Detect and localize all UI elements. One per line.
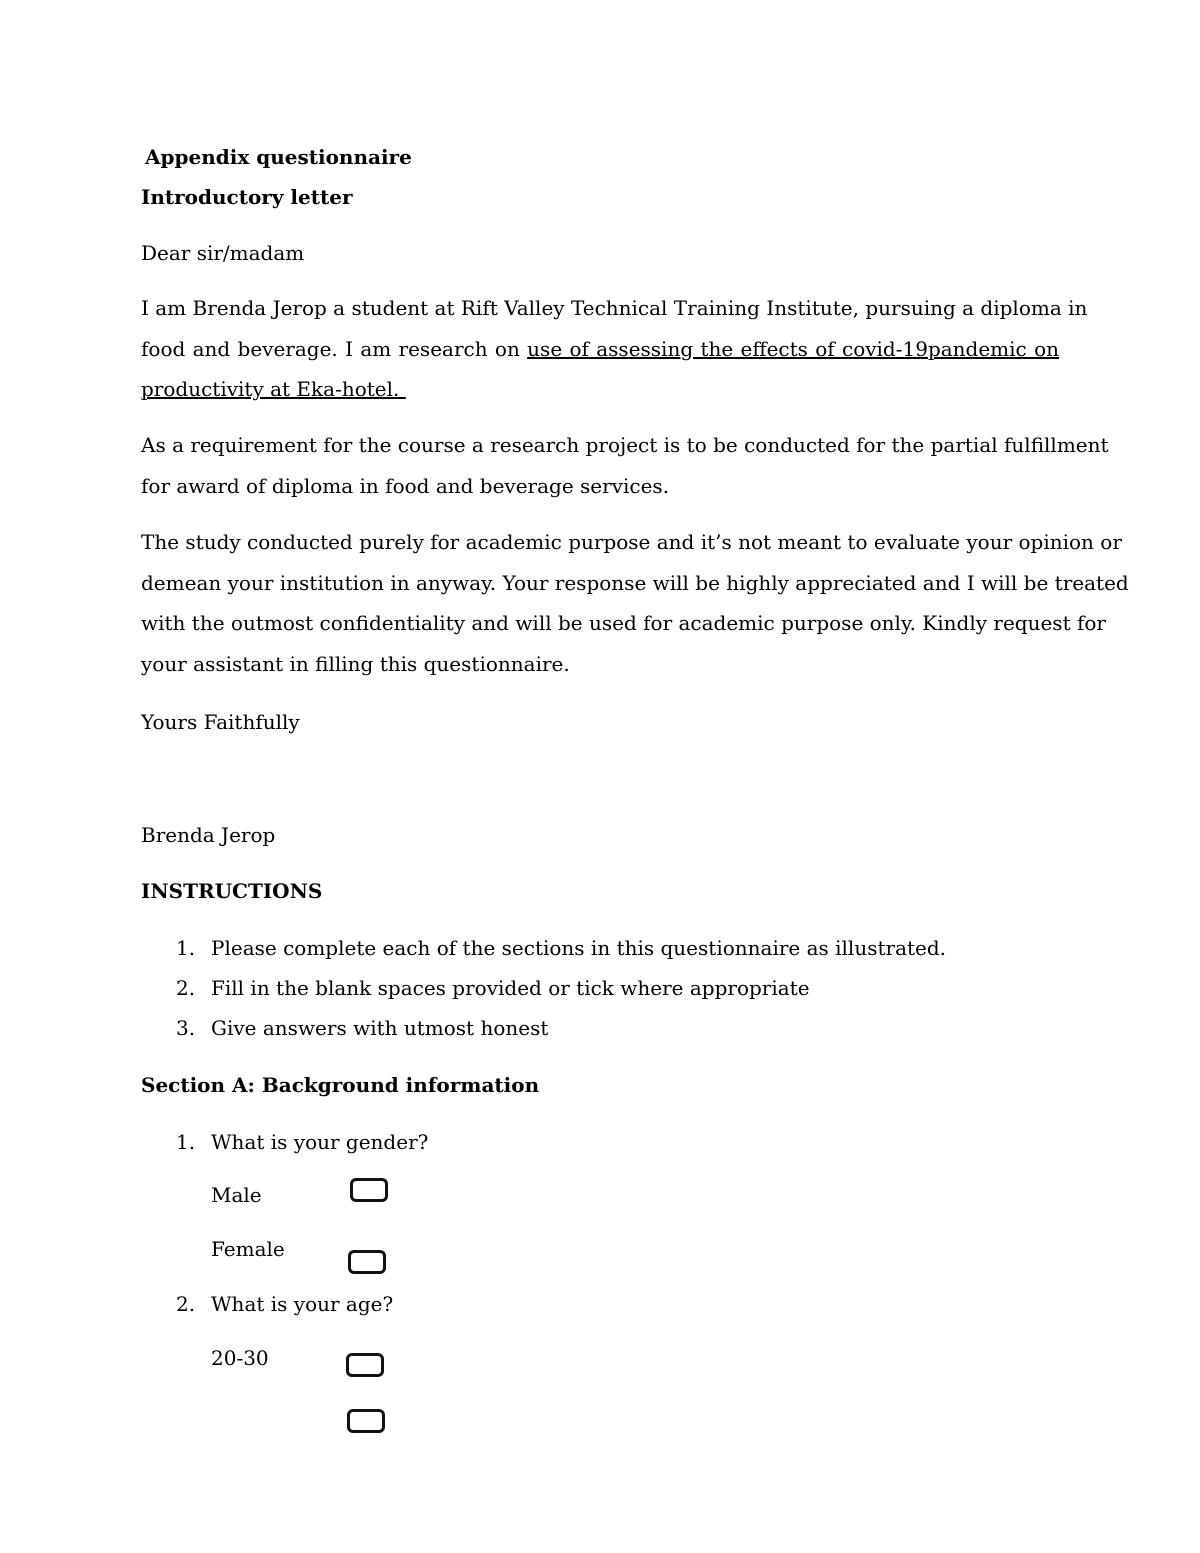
paragraph-study-line-2: demean your institution in anyway. Your response will be highly appreciated and I will be treated — [141, 570, 1129, 595]
question-age: What is your age? — [211, 1292, 394, 1316]
instruction-number: 1. — [176, 936, 196, 960]
instructions-heading: INSTRUCTIONS — [141, 879, 323, 903]
signature-name: Brenda Jerop — [141, 823, 276, 847]
option-label-age-20-30: 20-30 — [211, 1346, 269, 1370]
paragraph-intro-line-1: I am Brenda Jerop a student at Rift Valley Technical Training Institute, pursuing a diploma in — [141, 296, 1088, 320]
appendix-heading: Appendix questionnaire — [145, 145, 412, 169]
research-topic-part-1: use of assessing the effects of covid-19pandemic on — [527, 336, 1059, 361]
paragraph-requirement — [141, 425, 1109, 506]
question-gender: What is your gender? — [211, 1130, 429, 1154]
paragraph-study-line-3: with the outmost confidentiality and will be used for academic purpose only. Kindly request for — [141, 611, 1106, 636]
paragraph-intro-line-3 — [141, 369, 1059, 410]
checkbox-male[interactable] — [350, 1178, 388, 1202]
paragraph-study-line-4: your assistant in filling this questionnaire. — [141, 652, 570, 677]
question-number: 2. — [176, 1292, 196, 1316]
instruction-number: 3. — [176, 1016, 196, 1040]
instruction-item: Fill in the blank spaces provided or tick where appropriate — [211, 976, 810, 1000]
introductory-letter-heading: Introductory letter — [141, 185, 353, 209]
paragraph-intro — [141, 288, 1088, 410]
instruction-item: Please complete each of the sections in this questionnaire as illustrated. — [211, 936, 947, 960]
paragraph-study — [141, 522, 1129, 685]
checkbox-female[interactable] — [348, 1250, 386, 1274]
paragraph-requirement-line-1: As a requirement for the course a research project is to be conducted for the partial fulfillment — [141, 433, 1109, 457]
salutation: Dear sir/madam — [141, 241, 305, 265]
option-label-male: Male — [211, 1183, 262, 1207]
paragraph-requirement-line-2: for award of diploma in food and beverage services. — [141, 473, 670, 498]
option-label-female: Female — [211, 1237, 285, 1261]
checkbox-age-20-30[interactable] — [346, 1353, 384, 1377]
checkbox-age-option-2[interactable] — [347, 1409, 385, 1433]
paragraph-intro-line-2 — [141, 329, 1059, 370]
research-topic-part-2: productivity at Eka-hotel. — [141, 377, 406, 402]
instruction-item: Give answers with utmost honest — [211, 1016, 549, 1040]
instruction-number: 2. — [176, 976, 196, 1000]
paragraph-intro-line-2-plain: food and beverage. I am research on — [141, 336, 528, 361]
question-number: 1. — [176, 1130, 196, 1154]
paragraph-study-line-1: The study conducted purely for academic purpose and it’s not meant to evaluate your opinion or — [141, 530, 1122, 554]
section-a-heading: Section A: Background information — [141, 1073, 540, 1097]
closing: Yours Faithfully — [141, 710, 300, 734]
